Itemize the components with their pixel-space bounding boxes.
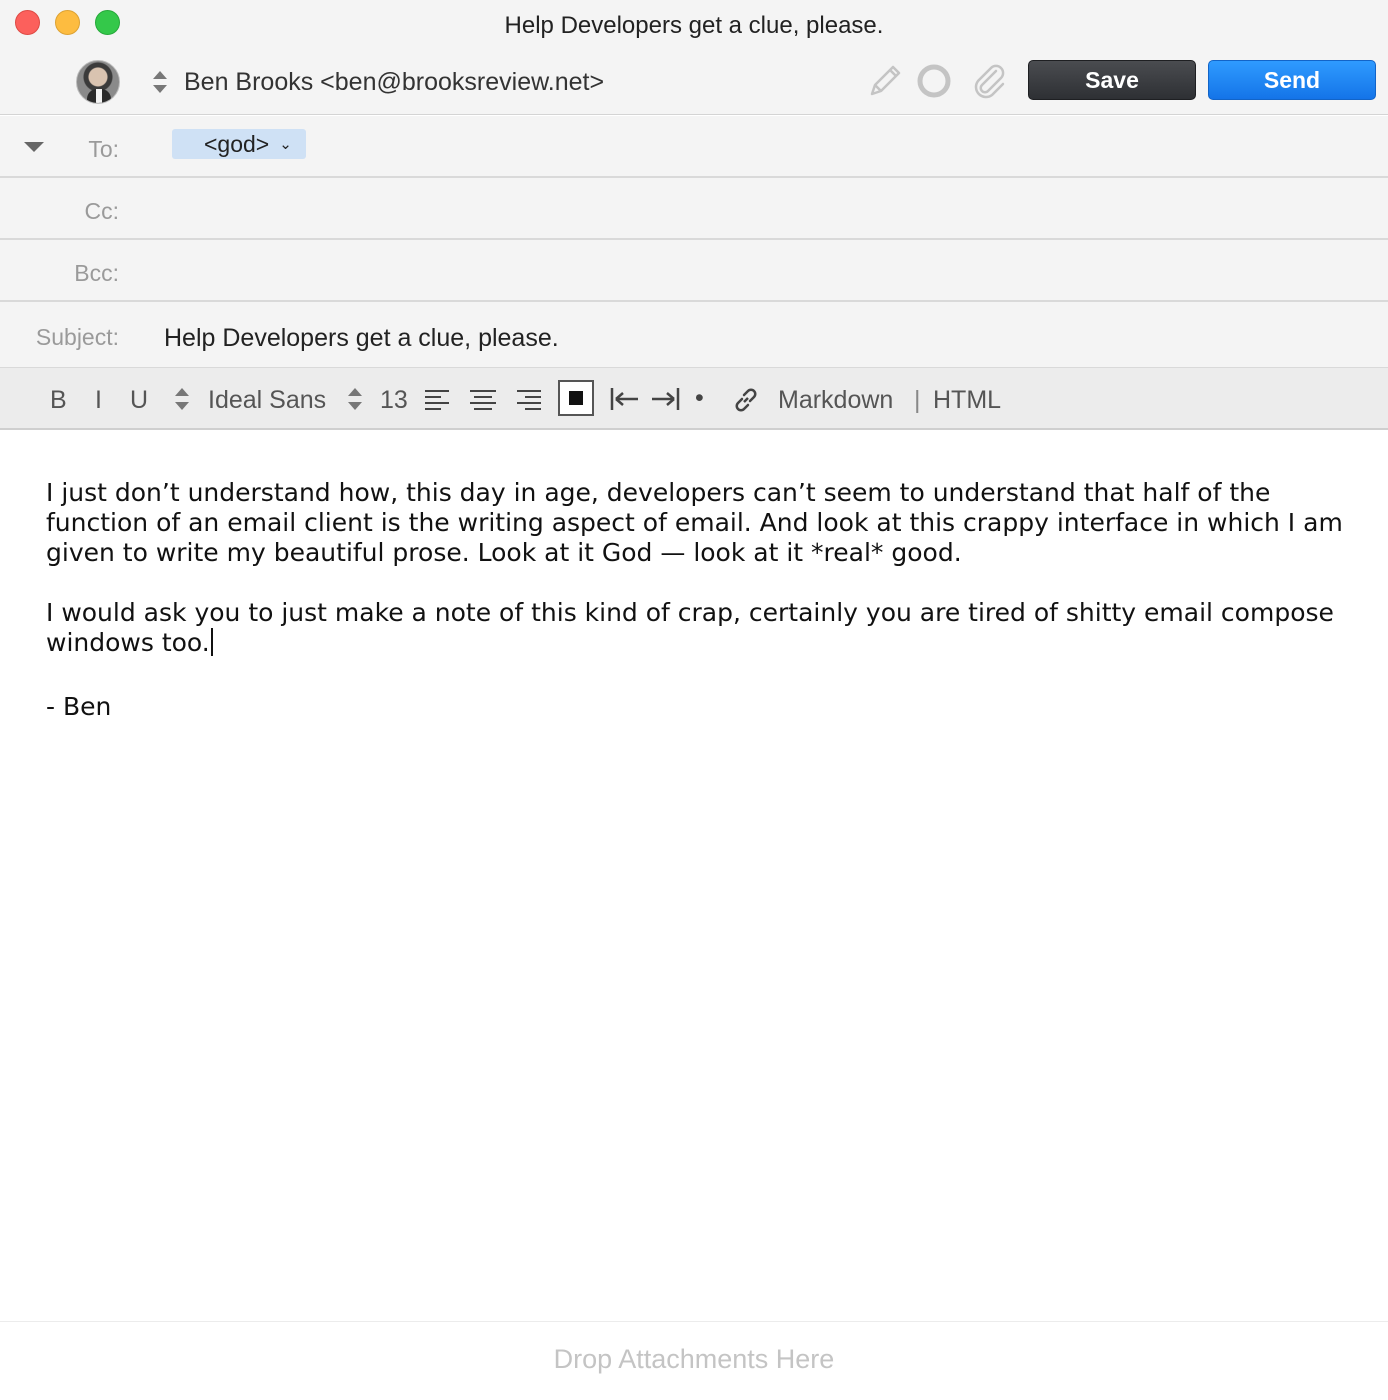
- subject-field[interactable]: [0, 302, 1388, 368]
- body-paragraph: I just don’t understand how, this day in age, developers can’t seem to understand that half of the function of an email client is the writing aspect of email. And look at this crappy interface in which I am given to write my beautiful prose. Look at it God — look at it *real* good.: [46, 478, 1343, 567]
- sender-avatar: [76, 60, 120, 104]
- subject-input[interactable]: Help Developers get a clue, please.: [164, 324, 559, 352]
- circle-icon[interactable]: [915, 62, 953, 100]
- message-body[interactable]: [46, 478, 1356, 752]
- bcc-label: Bcc:: [74, 260, 119, 286]
- signature: - Ben: [46, 692, 112, 721]
- body-paragraph: I would ask you to just make a note of this kind of crap, certainly you are tired of shitty email compose windows too.: [46, 598, 1334, 657]
- dropzone-label: Drop Attachments Here: [553, 1344, 835, 1374]
- font-size-select[interactable]: 13: [380, 386, 408, 414]
- bullet-list-button[interactable]: •: [695, 384, 704, 412]
- format-toolbar: [0, 368, 1388, 430]
- align-center-icon[interactable]: [470, 388, 496, 410]
- underline-button[interactable]: U: [130, 386, 149, 414]
- italic-button[interactable]: I: [95, 386, 102, 414]
- align-left-icon[interactable]: [425, 388, 451, 410]
- cc-label: Cc:: [84, 198, 119, 224]
- font-size-stepper-icon[interactable]: [345, 385, 365, 413]
- recipient-token[interactable]: [172, 129, 306, 159]
- pencil-icon[interactable]: [866, 62, 904, 100]
- align-right-icon[interactable]: [515, 388, 541, 410]
- to-label: To:: [88, 136, 119, 162]
- disclosure-triangle-icon[interactable]: [24, 142, 44, 152]
- indent-icon[interactable]: [650, 386, 680, 412]
- title-bar: [0, 0, 1388, 115]
- send-button[interactable]: Send: [1208, 60, 1376, 100]
- bold-button[interactable]: B: [50, 386, 67, 414]
- cc-field[interactable]: [0, 178, 1388, 240]
- paperclip-icon[interactable]: [970, 62, 1008, 100]
- font-name-select[interactable]: Ideal Sans: [208, 386, 327, 414]
- save-button[interactable]: Save: [1028, 60, 1196, 100]
- to-field: [0, 116, 1388, 178]
- markdown-mode-button[interactable]: Markdown: [778, 386, 894, 414]
- sender-switch-icon[interactable]: [150, 68, 170, 96]
- outdent-icon[interactable]: [610, 386, 640, 412]
- sender-select[interactable]: Ben Brooks <ben@brooksreview.net>: [184, 68, 605, 96]
- window-title: Help Developers get a clue, please.: [504, 12, 884, 39]
- mode-separator: |: [914, 386, 921, 414]
- font-name-stepper-icon[interactable]: [172, 385, 192, 413]
- link-icon[interactable]: [732, 386, 760, 414]
- text-color-well[interactable]: [558, 380, 594, 416]
- chevron-down-icon[interactable]: ⌄: [279, 136, 292, 153]
- bcc-field[interactable]: [0, 240, 1388, 302]
- subject-label: Subject:: [35, 324, 119, 350]
- attachment-dropzone[interactable]: [0, 1321, 1388, 1400]
- text-caret: [211, 628, 213, 656]
- html-mode-button[interactable]: HTML: [933, 386, 1002, 414]
- recipient-token-label: <god>: [204, 131, 270, 157]
